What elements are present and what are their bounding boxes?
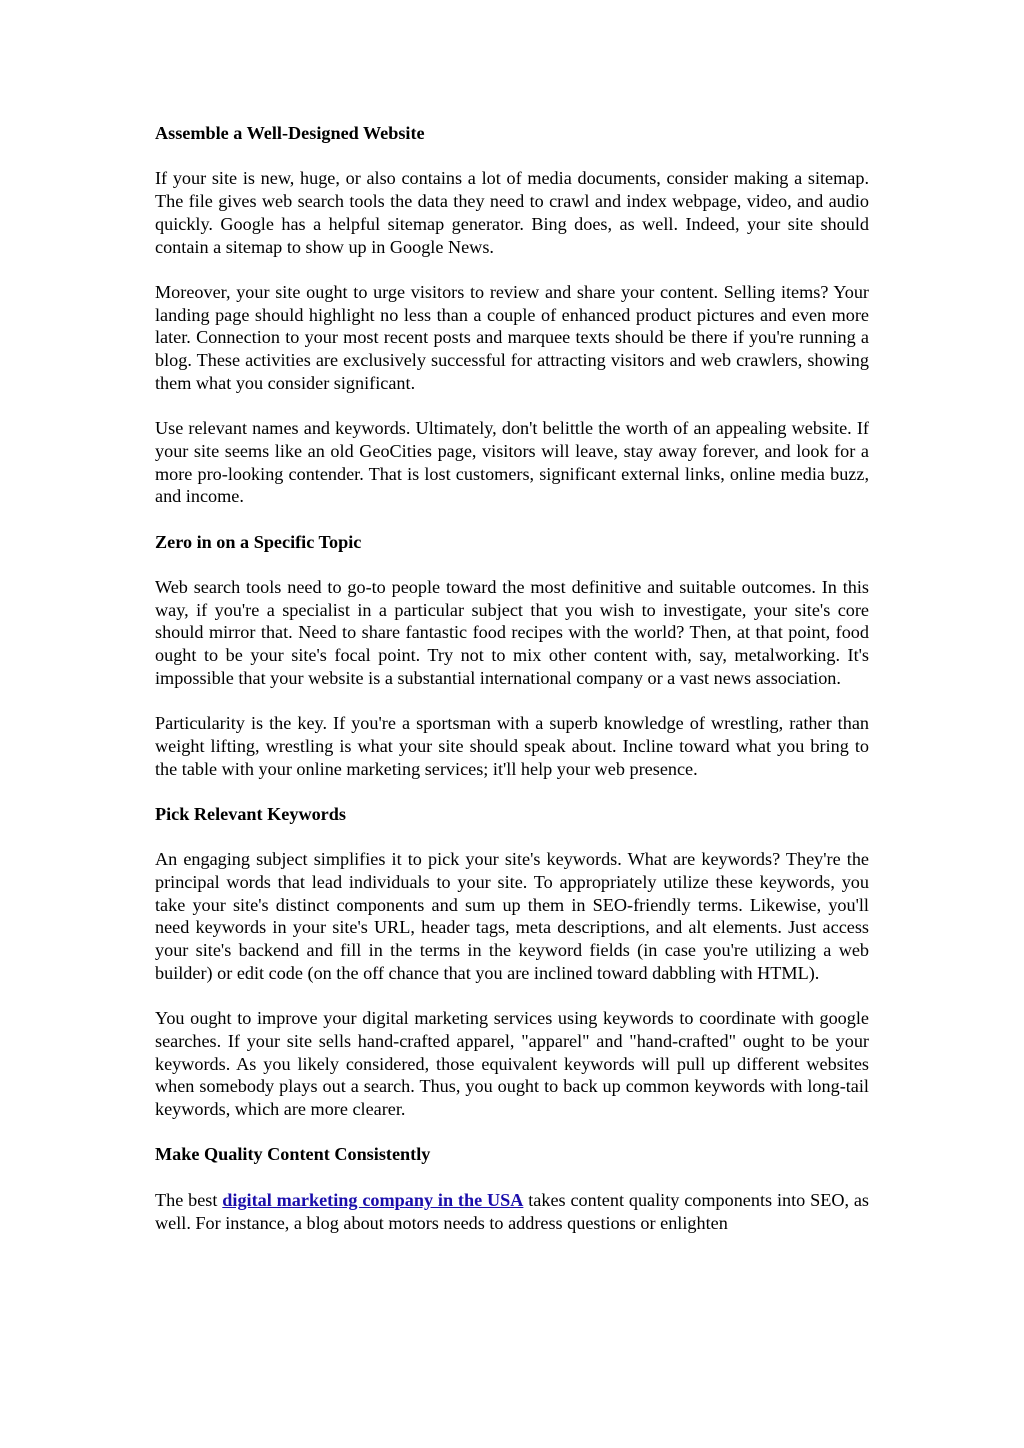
paragraph: Moreover, your site ought to urge visitors to review and share your content. Selling items? Your landing page should highlight no less than a couple of enhanced product pictures and even more later. Connection to your most recent posts and marquee texts should be there if you're running a blog. These activities are exclusively successful for attracting visitors and web crawlers, showing them what you consider significant. [155, 281, 869, 393]
paragraph: Particularity is the key. If you're a sportsman with a superb knowledge of wrestling, rather than weight lifting, wrestling is what your site should speak about. Incline toward what you bring to the table with your online marketing services; it'll help your web presence. [155, 713, 869, 779]
section-heading-specific-topic: Zero in on a Specific Topic [155, 531, 362, 552]
paragraph-with-link [155, 1189, 869, 1234]
section-heading-relevant-keywords: Pick Relevant Keywords [155, 803, 346, 824]
paragraph: You ought to improve your digital marketing services using keywords to coordinate with google searches. If your site sells hand-crafted apparel, "apparel" and "hand-crafted" ought to be your keywords. As you likely considered, those equivalent keywords will pull up different websites when somebody plays out a search. Thus, you ought to back up common keywords with long-tail keywords, which are more clearer. [155, 1008, 869, 1120]
paragraph: Web search tools need to go-to people toward the most definitive and suitable outcomes. In this way, if you're a specialist in a particular subject that you wish to investigate, your site's core should mirror that. Need to share fantastic food recipes with the world? Then, at that point, food ought to be your site's focal point. Try not to mix other content with, say, metalworking. It's impossible that your website is a substantial international company or a vast news association. [155, 576, 869, 688]
digital-marketing-company-link[interactable]: digital marketing company in the USA [222, 1189, 524, 1210]
paragraph-text-after-link: takes content quality components into SEO, as well. For instance, a blog about motors needs to address questions or enlighten [155, 1189, 870, 1233]
section-heading-quality-content: Make Quality Content Consistently [155, 1144, 431, 1165]
paragraph: An engaging subject simplifies it to pick your site's keywords. What are keywords? They're the principal words that lead individuals to your site. To appropriately utilize these keywords, you take your site's distinct components and sum up them in SEO-friendly terms. Likewise, you'll need keywords in your site's URL, header tags, meta descriptions, and alt elements. Just access your site's backend and fill in the terms in the keyword fields (in case you're utilizing a web builder) or edit code (on the off chance that you are inclined toward dabbling with HTML). [155, 849, 869, 983]
paragraph: Use relevant names and keywords. Ultimately, don't belittle the worth of an appealing website. If your site seems like an old GeoCities page, visitors will leave, stay away forever, and look for a more pro-looking contender. That is lost customers, significant external links, online media buzz, and income. [155, 418, 869, 507]
paragraph: If your site is new, huge, or also contains a lot of media documents, consider making a sitemap. The file gives web search tools the data they need to crawl and index webpage, video, and audio quickly. Google has a helpful sitemap generator. Bing does, as well. Indeed, your site should contain a sitemap to show up in Google News. [155, 168, 869, 257]
section-heading-well-designed-website: Assemble a Well-Designed Website [155, 123, 425, 143]
paragraph-text-before-link: The best [155, 1189, 223, 1210]
document-page [155, 122, 869, 1257]
